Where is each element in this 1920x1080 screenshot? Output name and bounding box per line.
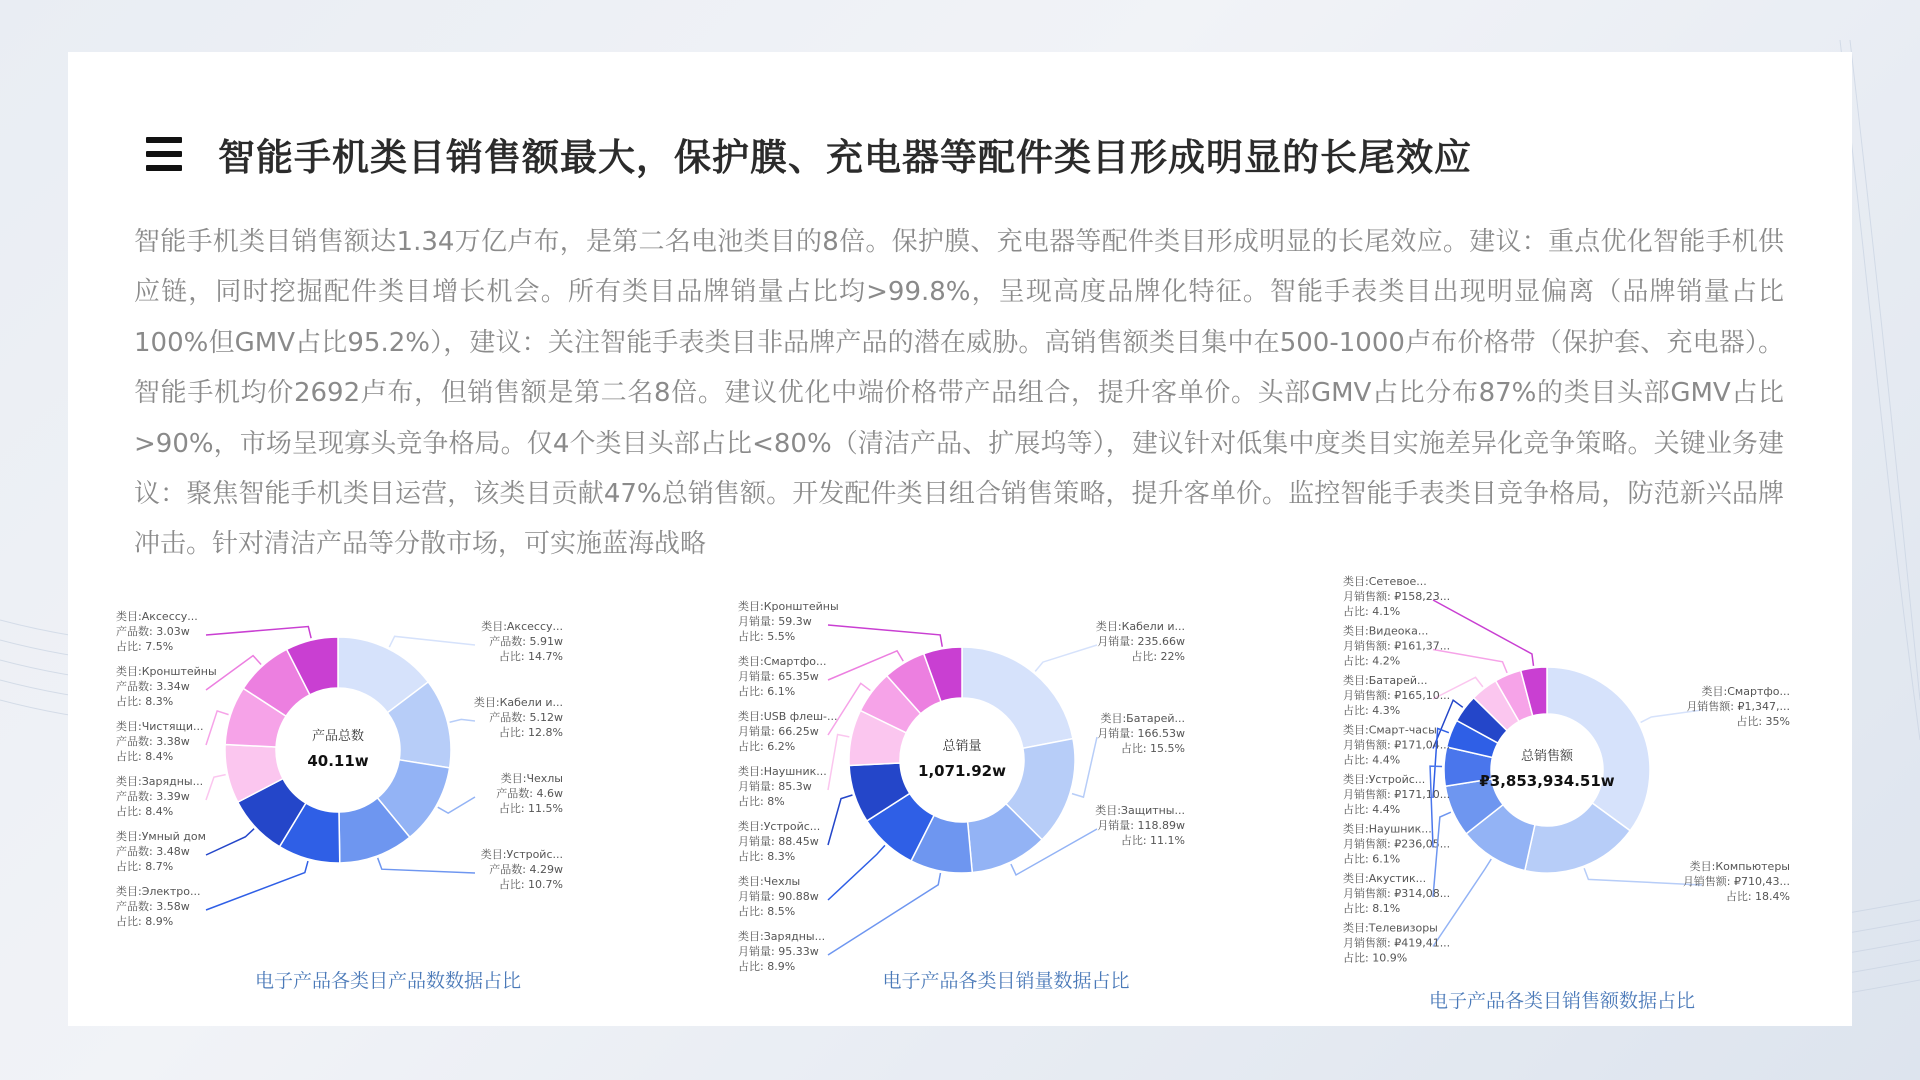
leader-line <box>206 829 254 855</box>
leader-line <box>1433 600 1533 666</box>
slice-label-metric: 月销售额: ₽161,37... <box>1343 639 1451 653</box>
slice-label-share: 占比: 8.1% <box>1343 902 1401 915</box>
slice-label-name: 类目:Акустик... <box>1343 872 1427 885</box>
center-title: 总销售额 <box>1520 749 1574 764</box>
leader-line <box>828 795 852 845</box>
slice-label-share: 占比: 5.5% <box>738 630 796 643</box>
slice-label-metric: 月销售额: ₽236,05... <box>1343 837 1451 851</box>
leader-line <box>378 858 475 873</box>
slice-label-share: 占比: 8.4% <box>116 805 174 818</box>
slice-label-share: 占比: 8.5% <box>738 905 796 918</box>
slice-label-metric: 月销售额: ₽171,04... <box>1343 738 1451 752</box>
slice-label-share: 占比: 6.2% <box>738 740 796 753</box>
slice-label-metric: 月销量: 166.53w <box>1097 727 1185 740</box>
leader-line <box>1433 650 1507 673</box>
chart-caption-product-count: 电子产品各类目产品数数据占比 <box>254 970 521 992</box>
slice-label-name: 类目:Кронштейны <box>738 600 839 613</box>
slice-label-name: 类目:Защитны... <box>1095 804 1185 817</box>
slice-label-share: 占比: 4.3% <box>1343 704 1401 717</box>
slice-label-name: 类目:Кабели и... <box>473 696 563 709</box>
slice-label-name: 类目:USB флеш-... <box>738 710 838 723</box>
slice-label-share: 占比: 18.4% <box>1725 890 1790 903</box>
slice-label-share: 占比: 7.5% <box>116 640 174 653</box>
slice-label-metric: 产品数: 3.34w <box>116 680 190 693</box>
slice-label-metric: 产品数: 3.38w <box>116 735 190 748</box>
slice-label-metric: 产品数: 3.39w <box>116 790 190 803</box>
description-text: 智能手机类目销售额达1.34万亿卢布，是第二名电池类目的8倍。保护膜、充电器等配件类目形成明显的长尾效应。建议：重点优化智能手机供应链，同时挖掘配件类目增长机会。所有类目品牌销量占比均>99.8%，呈现高度品牌化特征。智能手表类目出现明显偏离（品牌销量占比100%但GMV占比95.2%），建议：关注智能手表类目非品牌产品的潜在威胁。高销售额类目集中在500-1000卢布价格带（保护套、充电器）。智能手机均价2692卢布，但销售额是第二名8倍。建议优化中端价格带产品组合，提升客单价。头部GMV占比分布87%的类目头部GMV占比>90%，市场呈现寡头竞争格局。仅4个类目头部占比<80%（清洁产品、扩展坞等），建议针对低集中度类目实施差异化竞争策略。关键业务建议：聚焦智能手机类目运营，该类目贡献47%总销售额。开发配件类目组合销售策略，提升客单价。监控智能手表类目竞争格局，防范新兴品牌冲击。针对清洁产品等分散市场，可实施蓝海战略 <box>134 227 1784 560</box>
center-title: 产品总数 <box>311 729 365 744</box>
slice-label-name: 类目:Чистящи... <box>116 720 204 733</box>
slice-label-name: 类目:Наушник... <box>1343 822 1432 836</box>
leader-line <box>1072 737 1097 797</box>
slice-label-metric: 产品数: 4.29w <box>489 863 563 876</box>
slice-label-metric: 月销量: 90.88w <box>738 890 819 903</box>
slice-label-share: 占比: 8.4% <box>116 750 174 763</box>
slice-label-share: 占比: 8.7% <box>116 860 174 873</box>
chart-caption-sales-amount: 电子产品各类目销售额数据占比 <box>1428 990 1695 1012</box>
leader-line <box>828 625 942 647</box>
slice-label-metric: 月销售额: ₽171,10... <box>1343 788 1451 801</box>
leader-line <box>828 734 849 790</box>
center-value: ₽3,853,934.51w <box>1479 772 1615 790</box>
slice-label-share: 占比: 8.3% <box>738 850 796 863</box>
slice-label-share: 占比: 11.5% <box>498 802 563 815</box>
leader-line <box>389 636 475 647</box>
slice-label-metric: 月销售额: ₽314,08... <box>1343 887 1451 900</box>
slice-label-share: 占比: 8% <box>738 795 785 808</box>
slice-label-name: 类目:Чехлы <box>500 772 563 785</box>
slice-label-share: 占比: 8.3% <box>116 695 174 708</box>
slice-label-share: 占比: 10.7% <box>498 878 563 891</box>
slice-label-share: 占比: 4.4% <box>1343 753 1401 767</box>
leader-line <box>206 861 308 910</box>
slice-label-metric: 月销量: 118.89w <box>1097 819 1185 832</box>
slice-label-metric: 产品数: 3.58w <box>116 900 190 913</box>
slice-label-metric: 产品数: 5.12w <box>489 711 563 724</box>
slice-label-name: 类目:Смартфо... <box>738 655 827 668</box>
slice-label-metric: 月销售额: ₽165,10... <box>1343 689 1451 702</box>
chart-caption-sales-volume: 电子产品各类目销量数据占比 <box>882 970 1130 992</box>
sales-volume-donut-chart <box>730 590 1210 980</box>
slice-label-share: 占比: 8.9% <box>116 915 174 928</box>
product-count-donut-chart <box>108 600 588 940</box>
slice-label-share: 占比: 10.9% <box>1343 951 1408 965</box>
slice-label-name: 类目:Смартфо... <box>1701 685 1790 698</box>
leader-line <box>1035 645 1097 671</box>
center-value: 40.11w <box>307 752 369 770</box>
slice-label-metric: 产品数: 3.03w <box>116 625 190 638</box>
slice-label-name: 类目:Устройс... <box>480 848 563 861</box>
sales-amount-donut-chart <box>1335 575 1815 975</box>
slice-label-name: 类目:Зарядны... <box>738 930 826 943</box>
leader-line <box>828 873 940 955</box>
slice-label-metric: 月销售额: ₽1,347,... <box>1686 700 1790 713</box>
leader-line <box>1430 766 1442 847</box>
slice-label-share: 占比: 35% <box>1736 715 1790 728</box>
slice-label-metric: 月销量: 95.33w <box>738 945 819 958</box>
slice-label-metric: 月销量: 59.3w <box>738 615 812 628</box>
donut-slice <box>962 647 1073 748</box>
slice-label-name: 类目:Умный дом <box>116 830 206 843</box>
leader-line <box>1433 812 1451 897</box>
slice-label-name: 类目:Чехлы <box>738 875 801 888</box>
slice-label-share: 占比: 4.4% <box>1343 803 1401 816</box>
slice-label-metric: 月销量: 235.66w <box>1097 635 1185 648</box>
slice-label-name: 类目:Наушник... <box>738 765 827 778</box>
slice-label-name: 类目:Батарей... <box>1100 712 1185 725</box>
slice-label-share: 占比: 11.1% <box>1120 834 1185 847</box>
slice-label-name: 类目:Аксессу... <box>481 620 563 633</box>
leader-line <box>1433 859 1491 947</box>
slice-label-name: 类目:Смарт-часы <box>1343 723 1437 737</box>
slice-label-metric: 月销量: 85.3w <box>738 780 812 793</box>
slice-label-share: 占比: 14.7% <box>498 650 563 663</box>
slice-label-name: 类目:Телевизоры <box>1343 921 1438 935</box>
slice-label-name: 类目:Аксессу... <box>116 610 198 623</box>
slice-label-name: 类目:Устройс... <box>1343 773 1426 786</box>
slice-label-metric: 月销量: 88.45w <box>738 835 819 848</box>
slice-label-share: 占比: 4.1% <box>1343 605 1401 618</box>
leader-line <box>828 845 885 900</box>
slice-label-name: 类目:Батарей... <box>1343 674 1428 687</box>
leader-line <box>450 719 475 722</box>
title-row <box>146 124 1472 184</box>
slice-label-name: 类目:Видеока... <box>1343 624 1429 638</box>
slice-label-name: 类目:Зарядны... <box>116 775 204 788</box>
slice-label-share: 占比: 12.8% <box>498 726 563 739</box>
slice-label-share: 占比: 15.5% <box>1120 742 1185 755</box>
slice-label-share: 占比: 6.1% <box>738 685 796 698</box>
slice-label-metric: 月销售额: ₽419,41... <box>1343 936 1451 950</box>
slice-label-metric: 产品数: 4.6w <box>496 787 563 800</box>
slice-label-share: 占比: 8.9% <box>738 960 796 973</box>
slice-label-metric: 产品数: 3.48w <box>116 845 190 858</box>
slice-label-metric: 月销量: 65.35w <box>738 670 819 683</box>
slice-label-name: 类目:Сетевое... <box>1343 575 1427 588</box>
leader-line <box>206 775 226 800</box>
center-title: 总销量 <box>942 739 982 754</box>
slice-label-name: 类目:Кронштейны <box>116 665 217 678</box>
leader-line <box>438 797 475 813</box>
slice-label-share: 占比: 22% <box>1131 650 1185 663</box>
slice-label-metric: 月销售额: ₽158,23... <box>1343 590 1451 603</box>
slice-label-metric: 月销量: 66.25w <box>738 725 819 738</box>
menu-icon <box>146 137 182 171</box>
slice-label-share: 占比: 6.1% <box>1343 852 1401 866</box>
slice-label-name: 类目:Устройс... <box>738 820 821 833</box>
slice-label-share: 占比: 4.2% <box>1343 654 1401 668</box>
page-title: 智能手机类目销售额最大，保护膜、充电器等配件类目形成明显的长尾效应 <box>218 136 1472 179</box>
leader-line <box>206 627 311 639</box>
slice-label-metric: 产品数: 5.91w <box>489 635 563 648</box>
center-value: 1,071.92w <box>918 762 1006 780</box>
slice-label-name: 类目:Электро... <box>116 885 201 898</box>
slice-label-metric: 月销售额: ₽710,43... <box>1682 875 1790 888</box>
slice-label-name: 类目:Компьютеры <box>1689 860 1790 873</box>
slice-label-name: 类目:Кабели и... <box>1095 620 1185 633</box>
